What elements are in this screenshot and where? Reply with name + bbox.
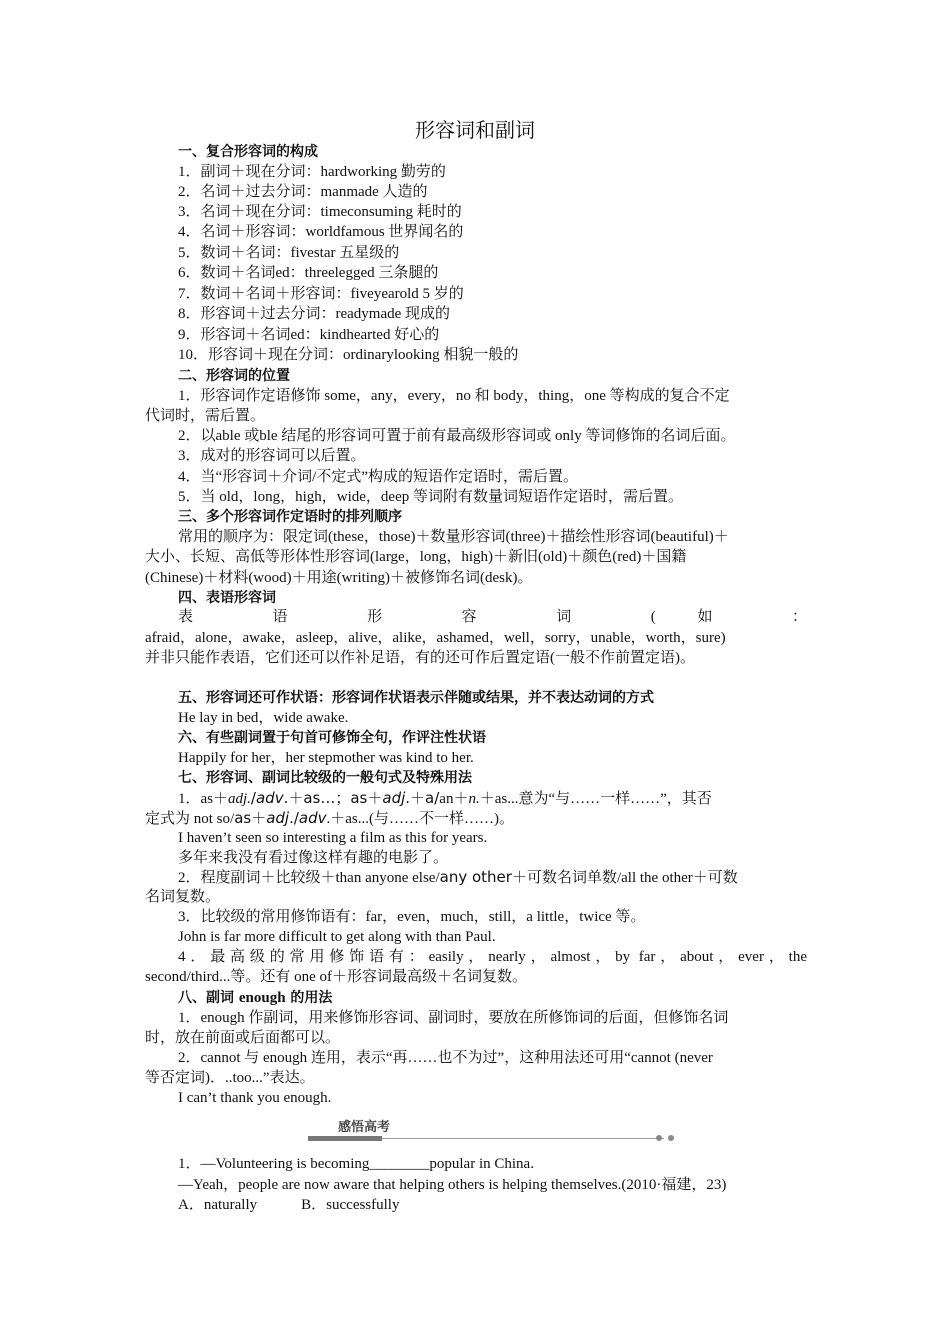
- example-sentence: Happily for her，her stepmother was kind to her.: [178, 750, 474, 766]
- example-sentence: He lay in bed，wide awake.: [178, 710, 349, 726]
- paragraph-line: 常用的顺序为：限定词(these，those)＋数量形容词(three)＋描绘性形容词(beautiful)＋: [178, 529, 729, 545]
- option-b: B．successfully: [301, 1197, 400, 1213]
- paragraph-line: 3．比较级的常用修饰语有：far，even，much，still，a little，twice 等。: [178, 909, 646, 925]
- paragraph-line: 1．enough 作副词，用来修饰形容词、副词时，要放在所修饰词的后面，但修饰名词: [178, 1010, 729, 1026]
- question-line: [178, 1154, 807, 1174]
- question-line: —Yeah，people are now aware that helping others is helping themselves.(2010·福建，23): [178, 1177, 727, 1193]
- paragraph-line: 5．当 old，long，high，wide，deep 等词附有数量词短语作定语时，需后置。: [178, 489, 683, 505]
- list-item: 2．名词＋过去分词：manmade 人造的: [178, 184, 428, 200]
- text-run: 2．程度副词＋比较级＋than anyone else/: [178, 870, 440, 886]
- italic-run: n.: [468, 791, 480, 807]
- text-run: ./: [289, 809, 299, 827]
- text-run: 八、副词: [178, 990, 239, 1006]
- paragraph-line: second/third...等。还有 one of＋形容词最高级＋名词复数。: [145, 969, 528, 985]
- text-run: an＋: [439, 791, 469, 807]
- text-run: ＋as...意为“与……一样……”，其否: [479, 791, 712, 807]
- page-title: 形容词和副词: [415, 118, 535, 142]
- list-item: 1．副词＋现在分词：hardworking 勤劳的: [178, 164, 446, 180]
- section-heading-4: 四、表语形容词: [178, 590, 276, 606]
- paragraph-line: 时，放在前面或后面都可以。: [145, 1030, 341, 1046]
- section-heading-1: 一、复合形容词的构成: [178, 144, 318, 160]
- list-item: 4．名词＋形容词：worldfamous 世界闻名的: [178, 224, 464, 240]
- text-run: 1．—Volunteering is becoming: [178, 1156, 370, 1172]
- paragraph-line: [178, 788, 807, 809]
- list-item: 6．数词＋名词ed：threelegged 三条腿的: [178, 265, 439, 281]
- example-translation: 多年来我没有看过像这样有趣的电影了。: [178, 850, 449, 866]
- paragraph-line: 2．cannot 与 enough 连用，表示“再……也不为过”，这种用法还可用“cannot (never: [178, 1050, 713, 1066]
- text-run: any other: [439, 868, 512, 886]
- paragraph-line: [178, 867, 807, 888]
- paragraph-line: afraid，alone，awake，asleep，alive，alike，ashamed，well，sorry，unable，worth，sure): [145, 630, 726, 646]
- banner-rule: [382, 1138, 664, 1139]
- banner-label: 感悟高考: [338, 1120, 391, 1135]
- paragraph-line: 等否定词)．..too...”表达。: [145, 1070, 315, 1086]
- banner-bar: [308, 1136, 382, 1141]
- list-item: 7．数词＋名词＋形容词：fiveyearold 5 岁的: [178, 286, 464, 302]
- list-item: 9．形容词＋名词ed：kindhearted 好心的: [178, 327, 440, 343]
- section-heading-6: 六、有些副词置于句首可修饰全句，作评注性状语: [178, 730, 486, 746]
- banner-dot: [668, 1135, 674, 1141]
- italic-run: adj.: [228, 791, 251, 807]
- list-item: 10．形容词＋现在分词：ordinarylooking 相貌一般的: [178, 347, 519, 363]
- text-run: .＋as...(与……不一样……)。: [326, 811, 515, 827]
- text-run: 定式为 not so/: [145, 811, 235, 827]
- answer-blank: ________: [369, 1156, 430, 1172]
- section-heading-2: 二、形容词的位置: [178, 368, 290, 384]
- paragraph-line: 名词复数。: [145, 889, 221, 905]
- text-run: .＋a/: [405, 789, 440, 807]
- example-sentence: I can’t thank you enough.: [178, 1090, 332, 1106]
- section-banner: [308, 1114, 678, 1144]
- example-sentence: I haven’t seen so interesting a film as this for years.: [178, 830, 488, 846]
- text-run: 1．as＋: [178, 791, 228, 807]
- paragraph-line: 大小、长短、高低等形体性形容词(large，long，high)＋新旧(old)＋颜色(red)＋国籍: [145, 549, 687, 565]
- paragraph-line: (Chinese)＋材料(wood)＋用途(writing)＋被修饰名词(desk)。: [145, 570, 533, 586]
- banner-dot: [656, 1135, 662, 1141]
- italic-run: adj: [382, 789, 406, 807]
- text-run: ＋可数名词单数/all the other＋可数: [511, 870, 738, 886]
- bold-run: enough: [238, 990, 286, 1006]
- section-heading-7: 七、形容词、副词比较级的一般句式及特殊用法: [178, 770, 472, 786]
- section-heading-5: 五、形容词还可作状语：形容词作状语表示伴随或结果，并不表达动词的方式: [178, 690, 654, 706]
- section-heading-3: 三、多个形容词作定语时的排列顺序: [178, 509, 402, 525]
- example-sentence: John is far more difficult to get along with than Paul.: [178, 929, 496, 945]
- text-run: popular in China.: [429, 1156, 534, 1172]
- paragraph-line: 2．以able 或ble 结尾的形容词可置于前有最高级形容词或 only 等词修饰的名词后面。: [178, 428, 736, 444]
- paragraph-line: 1．形容词作定语修饰 some，any，every，no 和 body，thing，one 等构成的复合不定: [178, 388, 730, 404]
- list-item: 5．数词＋名词：fivestar 五星级的: [178, 245, 400, 261]
- text-run: as＋: [234, 809, 267, 827]
- paragraph-line: 并非只能作表语，它们还可以作补足语，有的还可作后置定语(一般不作前置定语)。: [145, 650, 695, 666]
- paragraph-line: 代词时，需后置。: [145, 408, 266, 424]
- text-run: as＋: [350, 789, 383, 807]
- list-item: 3．名词＋现在分词：timeconsuming 耗时的: [178, 204, 462, 220]
- text-run: /: [250, 789, 256, 807]
- text-run: 的用法: [285, 990, 333, 1006]
- paragraph-line: 4．当“形容词＋介词/不定式”构成的短语作定语时，需后置。: [178, 469, 578, 485]
- text-run: .＋as…；: [283, 789, 351, 807]
- italic-run: adv: [298, 809, 327, 827]
- section-heading-8: [178, 988, 807, 1008]
- paragraph-line: 表 语 形 容 词 ( 如 ：: [178, 609, 807, 625]
- paragraph-line: 4．最高级的常用修饰语有：easily，nearly，almost，by far，about，ever，the: [178, 949, 807, 965]
- paragraph-line: [145, 808, 807, 829]
- paragraph-line: 3．成对的形容词可以后置。: [178, 448, 366, 464]
- italic-run: adv: [255, 789, 284, 807]
- option-row: [178, 1195, 807, 1215]
- option-a: A．naturally: [178, 1197, 258, 1213]
- list-item: 8．形容词＋过去分词：readymade 现成的: [178, 306, 451, 322]
- italic-run: adj: [266, 809, 290, 827]
